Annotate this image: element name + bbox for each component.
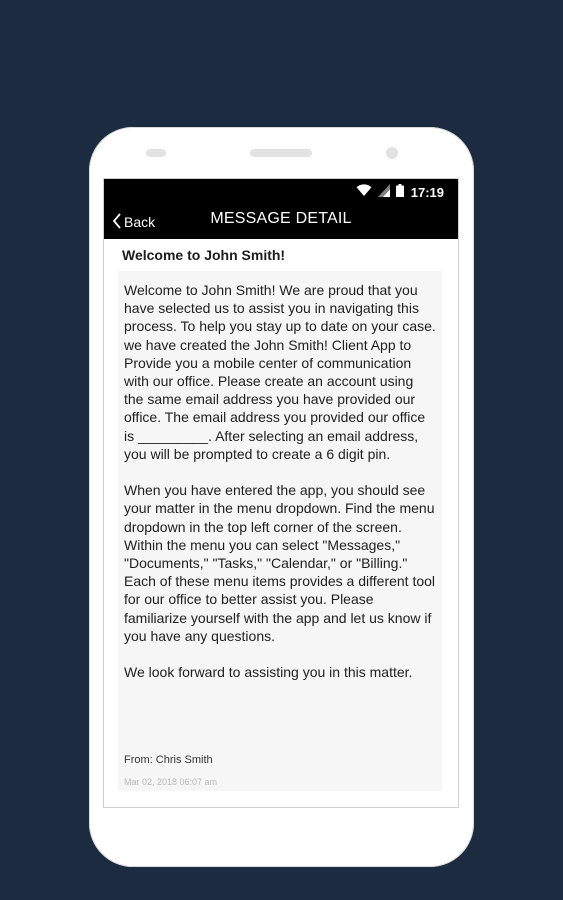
message-timestamp: Mar 02, 2018 06:07 am bbox=[124, 777, 218, 787]
message-body: Welcome to John Smith! We are proud that you have selected us to assist you in navigating this process. To help you stay up to date on your case. we have created the John Smith! Client App to Provide you a mobile center of communication with our office. Please create an account using the same email address you have provided our office. The email address you provided our office is _________. After selecting an email address, you will be prompted to create a 6 digit pin. When you have entered the app, you should see your matter in the menu dropdown. Find the menu dropdown in the top left corner of the screen. Within the menu you can select "Messages," "Documents," "Tasks," "Calendar," or "Billing." Each of these menu items provides a different tool for our office to better assist you. Please familiarize yourself with the app and let us know if you have any questions. We look forward to assisting you in this matter. bbox=[124, 282, 436, 681]
message-content[interactable] bbox=[104, 239, 458, 807]
wifi-icon bbox=[356, 184, 372, 202]
message-sender: From: Chris Smith bbox=[124, 754, 213, 766]
status-time: 17:19 bbox=[410, 185, 444, 200]
page-title: MESSAGE DETAIL bbox=[210, 210, 352, 227]
status-bar bbox=[104, 179, 458, 205]
phone-camera bbox=[386, 147, 398, 159]
app-header bbox=[104, 179, 458, 239]
status-icons bbox=[356, 186, 404, 199]
message-subject: Welcome to John Smith! bbox=[122, 247, 286, 263]
nav-bar bbox=[104, 205, 458, 239]
phone-sensor bbox=[146, 149, 166, 157]
battery-icon bbox=[396, 184, 404, 202]
cell-signal-icon bbox=[378, 184, 390, 202]
phone-speaker bbox=[250, 149, 312, 157]
app-screen bbox=[103, 178, 459, 808]
back-label: Back bbox=[124, 214, 156, 230]
